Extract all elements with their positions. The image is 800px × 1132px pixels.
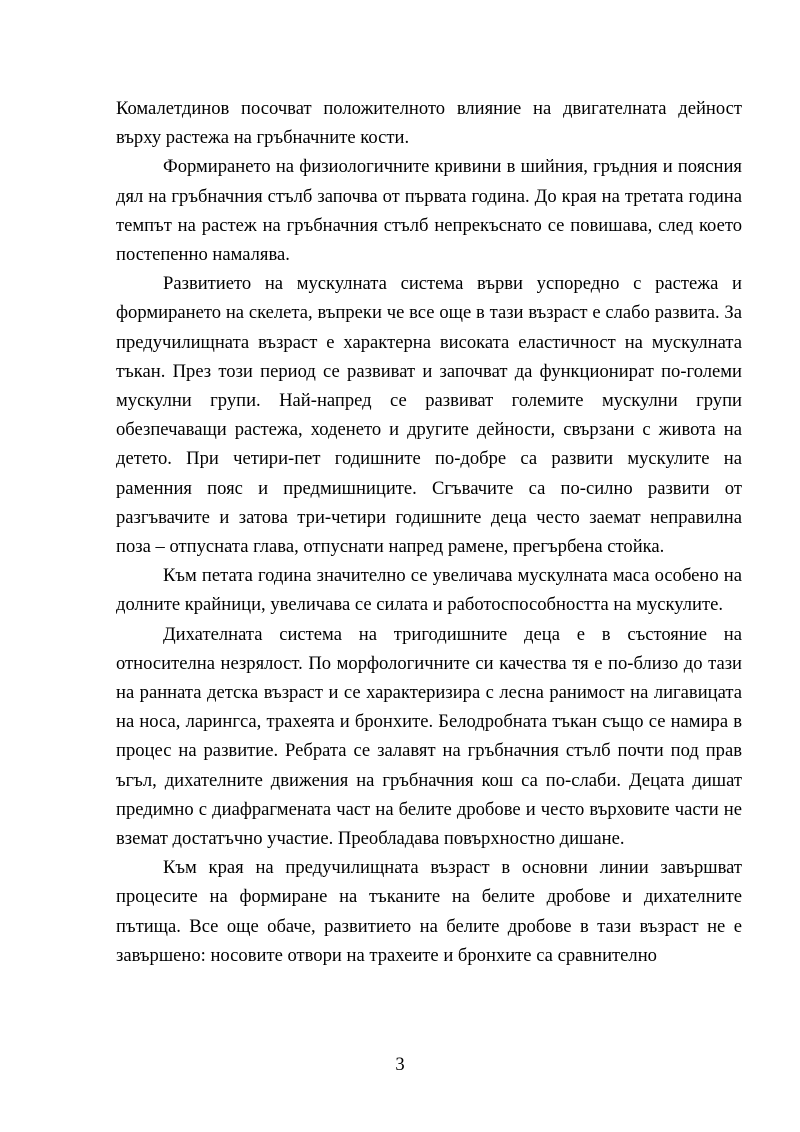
paragraph-3: Развитието на мускулната система върви успоредно с растежа и формирането на скелета, въпреки че все още в тази възраст е слабо развита. За предучилищната възраст е характерна високата еластичност на мускулната тъкан. През този период се развиват и започват да функционират по-големи мускулни групи. Най-напред се развиват големите мускулни групи обезпечаващи растежа, ходенето и другите дейности, свързани с живота на детето. При четири-пет годишните по-добре са развити мускулите на раменния пояс и предмишниците. Сгъвачите са по-силно развити от разгъвачите и затова три-четири годишните деца често заемат неправилна поза – отпусната глава, отпуснати напред рамене, прегърбена стойка. [116, 273, 742, 558]
page-number: 3 [395, 1054, 405, 1075]
paragraph-1: Комалетдинов посочват положителното влияние на двигателната дейност върху растежа на гръбначните кости. [116, 98, 742, 149]
paragraph-4: Към петата година значително се увеличава мускулната маса особено на долните крайници, увеличава се силата и работоспособността на мускулите. [116, 565, 742, 616]
paragraph-6: Към края на предучилищната възраст в основни линии завършват процесите на формиране на тъканите на белите дробове и дихателните пътища. Все още обаче, развитието на белите дробове в тази възраст не е завършено: носовите отвори на трахеите и бронхите са сравнително [116, 857, 742, 966]
paragraph-2: Формирането на физиологичните кривини в шийния, гръдния и поясния дял на гръбначния стълб започва от първата година. До края на третата година темпът на растеж на гръбначния стълб непрекъснато се повишава, след което постепенно намалява. [116, 156, 742, 266]
body-text [116, 94, 742, 970]
paragraph-5: Дихателната система на тригодишните деца е в състояние на относителна незрялост. По морфологичните си качества тя е по-близо до тази на ранната детска възраст и се характеризира с лесна ранимост на лигавицата на носа, ларингса, трахеята и бронхите. Белодробната тъкан също се намира в процес на развитие. Ребрата се залавят на гръбначния стълб почти под прав ъгъл, дихателните движения на гръбначния кош са по-слаби. Децата дишат предимно с диафрагмената част на белите дробове и често върховите части не вземат достатъчно участие. Преобладава повърхностно дишане. [116, 623, 742, 850]
